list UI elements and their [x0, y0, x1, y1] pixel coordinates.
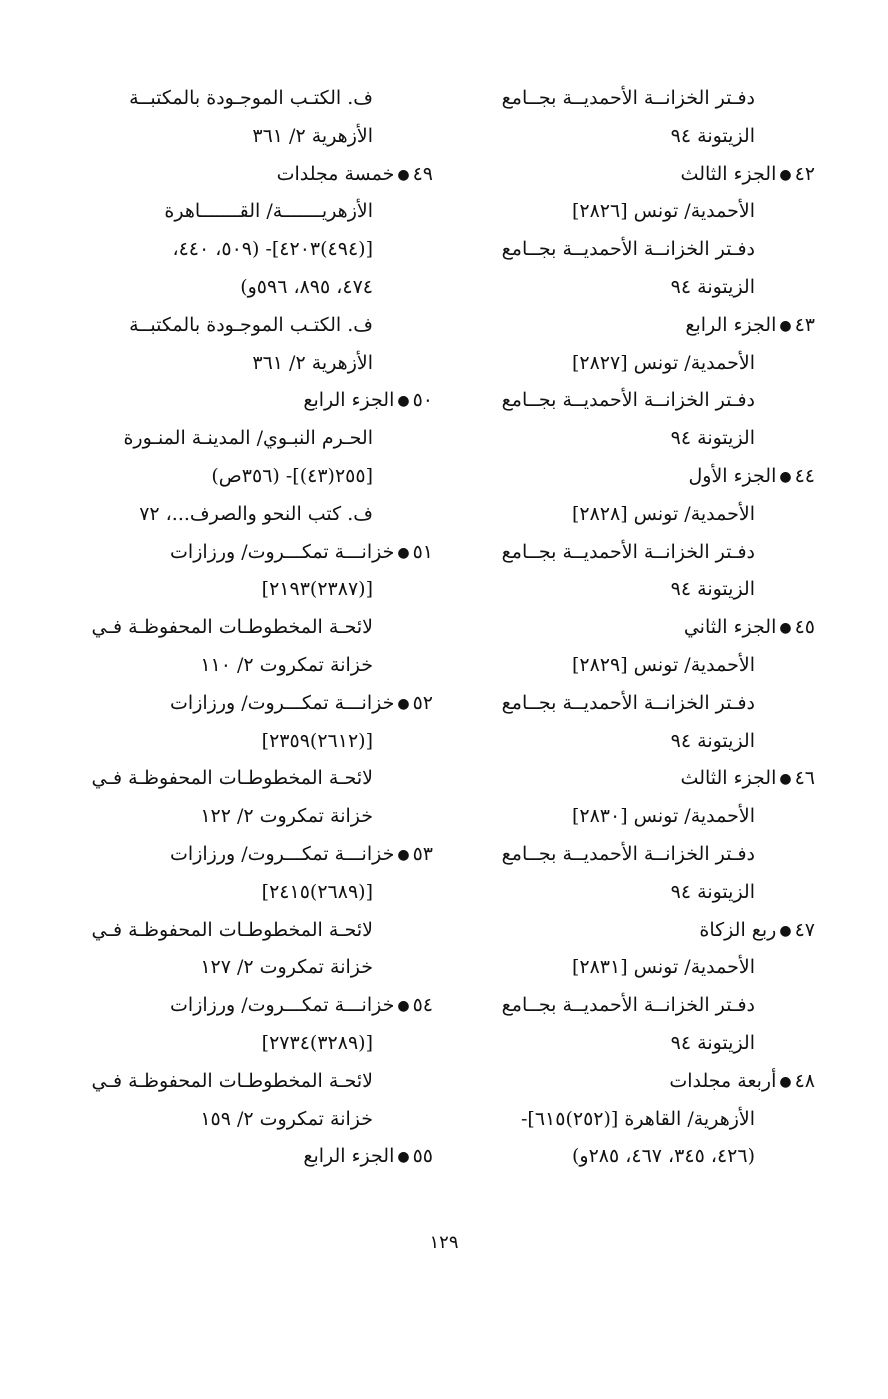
bullet-icon: [776, 918, 794, 940]
text-line: لائحـة المخطوطـات المحفوظـة فـي: [91, 918, 373, 941]
entry-heading: [88, 534, 433, 572]
bullet-icon: [776, 313, 794, 335]
bullet-icon: [776, 464, 794, 486]
text-line: خزانة تمكروت ٢/ ١٥٩: [200, 1107, 373, 1130]
entry-title: خمسة مجلدات: [276, 162, 395, 185]
entry-number: ٤٦: [794, 767, 815, 790]
text-line: [(٢٦١٢)٢٣٥٩]: [261, 729, 373, 752]
entry-number: ٤٧: [794, 918, 815, 941]
text-line: الزيتونة ٩٤: [670, 275, 755, 298]
entry-heading: [88, 836, 433, 874]
entry-heading: [470, 760, 815, 798]
text-line: لائحـة المخطوطـات المحفوظـة فـي: [91, 767, 373, 790]
entry-title: خزانـــة تمكـــروت/ ورزازات: [170, 540, 395, 563]
text-line: الأحمدية/ تونس [٢٨٢٧]: [571, 351, 755, 374]
text-line: دفـتر الخزانــة الأحمديــة بجــامع: [501, 238, 755, 261]
entry-heading: [88, 987, 433, 1025]
text-line: [(٣٢٨٩)٢٧٣٤]: [261, 1031, 373, 1054]
text-line: ف. الكتـب الموجـودة بالمكتبــة: [129, 87, 373, 109]
text-line: لائحـة المخطوطـات المحفوظـة فـي: [91, 1069, 373, 1092]
entry-number: ٤٢: [794, 162, 815, 185]
text-line: دفـتر الخزانــة الأحمديــة بجــامع: [501, 994, 755, 1017]
entry-title: خزانـــة تمكـــروت/ ورزازات: [170, 994, 395, 1017]
entry-title: أربعة مجلدات: [669, 1069, 777, 1092]
text-line: الأزهريـــــــة/ القـــــــاهرة: [164, 200, 373, 223]
text-line: خزانة تمكروت ٢/ ١٢٧: [200, 956, 373, 979]
text-line: [(٢٣٨٧)٢١٩٣]: [261, 578, 373, 601]
left-column: [88, 80, 433, 1176]
bullet-icon: [394, 691, 412, 713]
page-number: ١٢٩: [429, 1232, 459, 1253]
bullet-icon: [394, 388, 412, 410]
entry-number: ٤٥: [794, 616, 815, 639]
bullet-icon: [394, 162, 412, 184]
entry-title: الجزء الثالث: [680, 767, 777, 790]
text-line: [(٤٩٤)٤٢٠٣]- (٥٠٩، ٤٤٠،: [172, 238, 373, 261]
text-line: الأزهرية ٢/ ٣٦١: [252, 124, 373, 147]
entry-heading: [470, 156, 815, 194]
text-line: (٤٢٦، ٣٤٥، ٤٦٧، ٢٨٥و): [571, 1145, 755, 1168]
bullet-icon: [776, 615, 794, 637]
entry-heading: [470, 1063, 815, 1101]
entry-title: الجزء الثاني: [683, 616, 777, 639]
bullet-icon: [776, 162, 794, 184]
bullet-icon: [394, 993, 412, 1015]
text-line: دفـتر الخزانــة الأحمديــة بجــامع: [501, 87, 755, 109]
text-line: الزيتونة ٩٤: [670, 1031, 755, 1054]
text-line: [٢٥٥(٤٣)]- (٣٥٦ص): [211, 464, 373, 487]
text-line: خزانة تمكروت ٢/ ١١٠: [200, 653, 373, 676]
entry-title: الجزء الثالث: [680, 162, 777, 185]
text-line: دفـتر الخزانــة الأحمديــة بجــامع: [501, 540, 755, 563]
entry-number: ٥٠: [412, 389, 433, 412]
text-line: ف. الكتـب الموجـودة بالمكتبــة: [129, 313, 373, 336]
entry-title: الجزء الرابع: [685, 313, 777, 336]
text-line: الأحمدية/ تونس [٢٨٣١]: [571, 956, 755, 979]
entry-number: ٥٢: [412, 691, 433, 714]
entry-heading: [470, 609, 815, 647]
entry-number: ٥٤: [412, 994, 433, 1017]
text-line: الزيتونة ٩٤: [670, 880, 755, 903]
text-line: الزيتونة ٩٤: [670, 729, 755, 752]
text-line: الحـرم النبـوي/ المدينـة المنـورة: [123, 427, 373, 450]
entry-heading: [470, 458, 815, 496]
text-line: دفـتر الخزانــة الأحمديــة بجــامع: [501, 691, 755, 714]
text-line: الأحمدية/ تونس [٢٨٢٨]: [571, 502, 755, 525]
entry-heading: [88, 685, 433, 723]
entry-number: ٤٤: [794, 464, 815, 487]
right-column: [470, 80, 815, 1176]
entry-title: الجزء الرابع: [303, 389, 395, 412]
text-line: الزيتونة ٩٤: [670, 124, 755, 147]
text-line: الزيتونة ٩٤: [670, 427, 755, 450]
entry-heading: [88, 156, 433, 194]
entry-heading: [88, 382, 433, 420]
entry-heading: [88, 1138, 433, 1176]
entry-number: ٤٣: [794, 313, 815, 336]
entry-title: خزانـــة تمكـــروت/ ورزازات: [170, 842, 395, 865]
bullet-icon: [776, 1069, 794, 1091]
text-line: الأحمدية/ تونس [٢٨٣٠]: [571, 805, 755, 828]
entry-number: ٥٥: [412, 1145, 433, 1168]
entry-heading: [470, 912, 815, 950]
entry-title: خزانـــة تمكـــروت/ ورزازات: [170, 691, 395, 714]
text-line: لائحـة المخطوطـات المحفوظـة فـي: [91, 616, 373, 639]
text-line: دفـتر الخزانــة الأحمديــة بجــامع: [501, 389, 755, 412]
text-line: الأحمدية/ تونس [٢٨٢٩]: [571, 653, 755, 676]
bullet-icon: [776, 766, 794, 788]
text-line: ٤٧٤، ٨٩٥، ٥٩٦و): [240, 275, 373, 298]
entry-title: الجزء الأول: [688, 464, 777, 487]
text-line: دفـتر الخزانــة الأحمديــة بجــامع: [501, 842, 755, 865]
bullet-icon: [394, 1144, 412, 1166]
bullet-icon: [394, 540, 412, 562]
text-line: الأزهرية/ القاهرة [(٢٥٢)٦١٥]-: [520, 1107, 755, 1130]
bullet-icon: [394, 842, 412, 864]
entry-number: ٥٣: [412, 842, 433, 865]
text-line: خزانة تمكروت ٢/ ١٢٢: [200, 805, 373, 828]
text-line: [(٢٦٨٩)٢٤١٥]: [261, 880, 373, 903]
entry-number: ٤٩: [412, 162, 433, 185]
entry-number: ٤٨: [794, 1069, 815, 1092]
text-line: ف. كتب النحو والصرف...، ٧٢: [139, 502, 373, 525]
entry-title: الجزء الرابع: [303, 1145, 395, 1168]
text-line: الأزهرية ٢/ ٣٦١: [252, 351, 373, 374]
entry-title: ربع الزكاة: [699, 918, 777, 941]
entry-heading: [470, 307, 815, 345]
entry-number: ٥١: [412, 540, 433, 563]
text-line: الزيتونة ٩٤: [670, 578, 755, 601]
text-line: الأحمدية/ تونس [٢٨٢٦]: [571, 200, 755, 223]
